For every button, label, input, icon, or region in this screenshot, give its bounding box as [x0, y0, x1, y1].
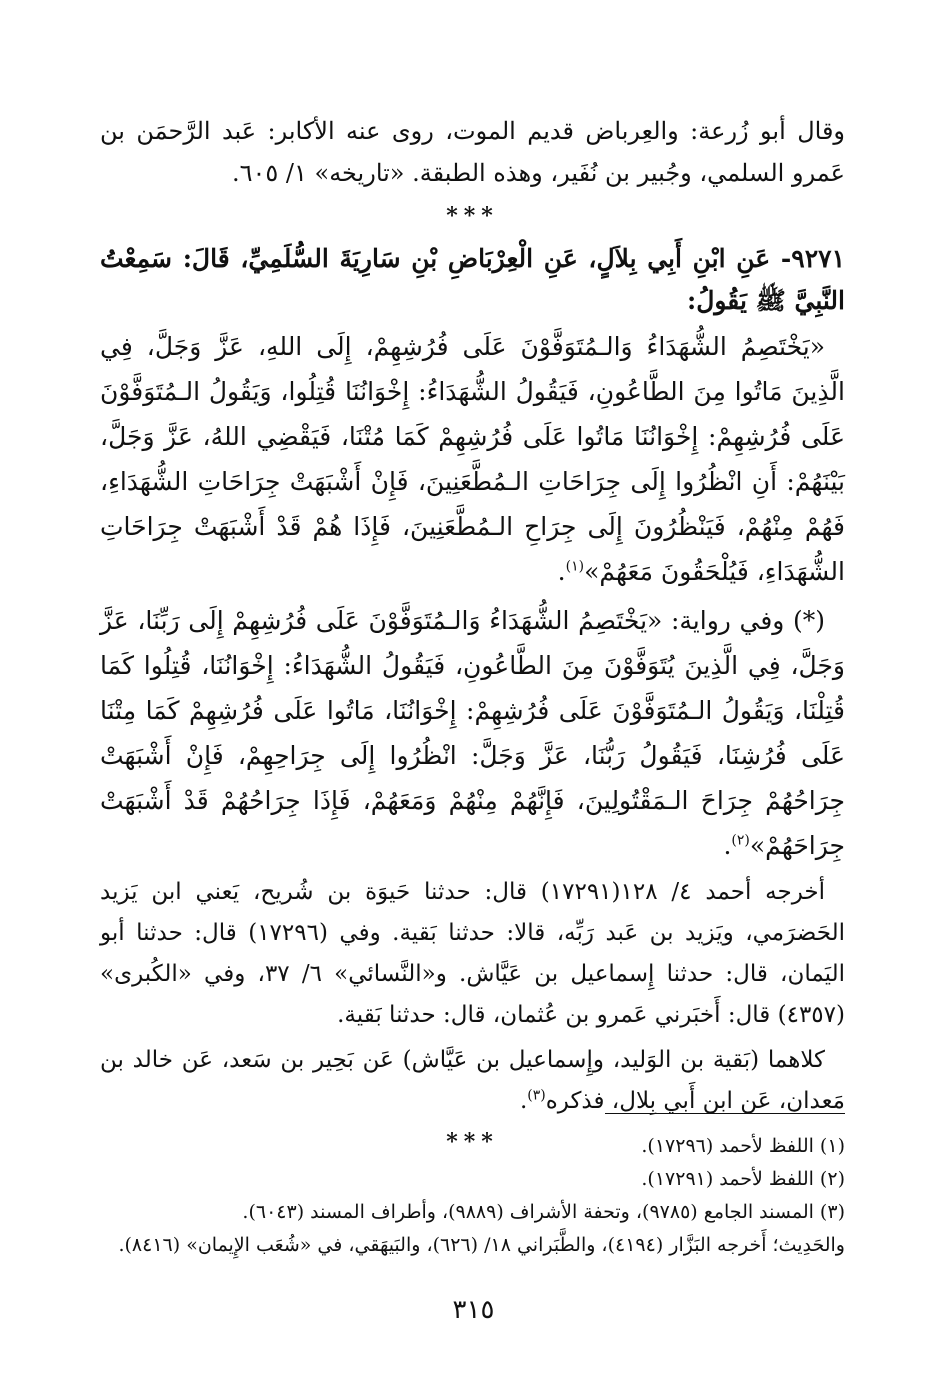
footnote-ref-3: (٣) [527, 1087, 546, 1104]
takhrij-paragraph-2-text: كلاهما (بَقية بن الوَليد، وإِسماعيل بن عَيَّاش) عَن بَحِير بن سَعد، عَن خالد بن مَعدان، عَن ابن أَبي بِلال، فذكره [100, 1047, 845, 1114]
section-separator-bottom: *** [446, 1129, 499, 1155]
hadith-matn-2-text: (*) وفي رواية: «يَخْتَصِمُ الشُّهَدَاءُ وَالـمُتَوَفَّوْنَ عَلَى فُرُشِهِمْ إِلَى رَبِّنَا، عَزَّ وَجَلَّ، فِي الَّذِينَ يُتَوَفَّوْنَ مِنَ الطَّاعُونِ، فَيَقُولُ الشُّهَدَاءُ: إِخْوَانُنَا، قُتِلُوا كَمَا قُتِلْنَا، وَيَقُولُ الـمُتَوَفَّوْنَ عَلَى فُرُشِهِمْ: إِخْوَانُنَا، مَاتُوا عَلَى فُرُشِهِمْ كَمَا مِتْنَا عَلَى فُرُشِنَا، فَيَقُولُ رَبُّنَا، عَزَّ وَجَلَّ: انْظُرُوا إِلَى جِرَاحِهِمْ، فَإِنْ أَشْبَهَتْ جِرَاحُهُمْ جِرَاحَ الـمَقْتُولِينَ، فَإِنَّهُمْ مِنْهُمْ وَمَعَهُمْ، فَإِذَا جِرَاحُهُمْ قَدْ أَشْبَهَتْ جِرَاحَهُمْ» [100, 606, 845, 860]
section-separator-top: *** [446, 203, 499, 229]
hadith-header: ٩٢٧١- عَنِ ابْنِ أَبِي بِلاَلٍ، عَنِ الْعِرْبَاضِ بْنِ سَارِيَةَ السُّلَمِيِّ، قَالَ: سَمِعْتُ النَّبِيَّ ﷺ يَقُولُ: [100, 244, 845, 315]
hadith-matn-2: (*) وفي رواية: «يَخْتَصِمُ الشُّهَدَاءُ وَالـمُتَوَفَّوْنَ عَلَى فُرُشِهِمْ إِلَى رَبِّنَا، عَزَّ وَجَلَّ، فِي الَّذِينَ يُتَوَفَّوْنَ مِنَ الطَّاعُونِ، فَيَقُولُ الشُّهَدَاءُ: إِخْوَانُنَا، قُتِلُوا كَمَا قُتِلْنَا، وَيَقُولُ الـمُتَوَفَّوْنَ عَلَى فُرُشِهِمْ: إِخْوَانُنَا، مَاتُوا عَلَى فُرُشِهِمْ كَمَا مِتْنَا عَلَى فُرُشِنَا، فَيَقُولُ رَبُّنَا، عَزَّ وَجَلَّ: انْظُرُوا إِلَى جِرَاحِهِمْ، فَإِنْ أَشْبَهَتْ جِرَاحُهُمْ جِرَاحَ الـمَقْتُولِينَ، فَإِنَّهُمْ مِنْهُمْ وَمَعَهُمْ، فَإِذَا جِرَاحُهُمْ قَدْ أَشْبَهَتْ جِرَاحَهُمْ»$^{(٢)}$. [100, 606, 845, 860]
footnote-3: (٣) المسند الجامع (٩٧٨٥)، وتحفة الأشراف (٩٨٨٩)، وأطراف المسند (٦٠٤٣). [242, 1201, 845, 1223]
takhrij-paragraph-2: كلاهما (بَقية بن الوَليد، وإِسماعيل بن عَيَّاش) عَن بَحِير بن سَعد، عَن خالد بن مَعدان، عَن ابن أَبي بِلال، فذكره$^{(٣)}$. [100, 1047, 845, 1114]
hadith-matn-1-text: «يَخْتَصِمُ الشُّهَدَاءُ وَالـمُتَوَفَّوْنَ عَلَى فُرُشِهِمْ، إِلَى اللهِ، عَزَّ وَجَلَّ، فِي الَّذِينَ مَاتُوا مِنَ الطَّاعُونِ، فَيَقُولُ الشُّهَدَاءُ: إِخْوَانُنَا قُتِلُوا، وَيَقُولُ الـمُتَوَفَّوْنَ عَلَى فُرُشِهِمْ: إِخْوَانُنَا مَاتُوا عَلَى فُرُشِهِمْ كَمَا مُتْنَا، فَيَقْضِي اللهُ، عَزَّ وَجَلَّ، بَيْنَهُمْ: أَنِ انْظُرُوا إِلَى جِرَاحَاتِ الـمُطَّعَنِينَ، فَإِنْ أَشْبَهَتْ جِرَاحَاتِ الشُّهَدَاءِ، فَهُمْ مِنْهُمْ، فَيَنْظُرُونَ إِلَى جِرَاحِ الـمُطَّعَنِينَ، فَإِذَا هُمْ قَدْ أَشْبَهَتْ جِرَاحَاتِ الشُّهَدَاءِ، فَيُلْحَقُونَ مَعَهُمْ» [100, 332, 845, 586]
footnote-ref-2: (٢) [731, 832, 750, 849]
page-number: ٣١٥ [452, 1295, 495, 1325]
hadith-matn-1: «يَخْتَصِمُ الشُّهَدَاءُ وَالـمُتَوَفَّوْنَ عَلَى فُرُشِهِمْ، إِلَى اللهِ، عَزَّ وَجَلَّ، فِي الَّذِينَ مَاتُوا مِنَ الطَّاعُونِ، فَيَقُولُ الشُّهَدَاءُ: إِخْوَانُنَا قُتِلُوا، وَيَقُولُ الـمُتَوَفَّوْنَ عَلَى فُرُشِهِمْ: إِخْوَانُنَا مَاتُوا عَلَى فُرُشِهِمْ كَمَا مُتْنَا، فَيَقْضِي اللهُ، عَزَّ وَجَلَّ، بَيْنَهُمْ: أَنِ انْظُرُوا إِلَى جِرَاحَاتِ الـمُطَّعَنِينَ، فَإِنْ أَشْبَهَتْ جِرَاحَاتِ الشُّهَدَاءِ، فَهُمْ مِنْهُمْ، فَيَنْظُرُونَ إِلَى جِرَاحِ الـمُطَّعَنِينَ، فَإِذَا هُمْ قَدْ أَشْبَهَتْ جِرَاحَاتِ الشُّهَدَاءِ، فَيُلْحَقُونَ مَعَهُمْ»$^{(١)}$. [100, 332, 845, 586]
footnotes [100, 1130, 845, 1262]
footnote-1: (١) اللفظ لأحمد (١٧٢٩٦). [641, 1135, 845, 1157]
footnote-ref-1: (١) [565, 558, 585, 575]
intro-paragraph: وقال أبو زُرعة: والعِرباض قديم الموت، روى عنه الأكابر: عَبد الرَّحمَن بن عَمرو السلمي، وجُبير بن نُفَير، وهذه الطبقة. «تاريخه» ١/ ٦٠٥. [100, 117, 845, 187]
page-body [100, 110, 845, 1164]
footnote-divider [605, 1113, 845, 1114]
footnote-3-continuation: والحَدِيث؛ أَخرجه البَزَّار (٤١٩٤)، والطَّبَراني ١٨/ (٦٢٦)، والبَيهَقي، في «شُعَب الإِيمان» (٨٤١٦). [118, 1234, 845, 1256]
footnote-2: (٢) اللفظ لأحمد (١٧٢٩١). [641, 1168, 845, 1190]
takhrij-paragraph-1: أخرجه أحمد ٤/ ١٢٨(١٧٢٩١) قال: حدثنا حَيوَة بن شُريح، يَعني ابن يَزيد الحَضرَمي، ويَزيد بن عَبد رَبِّه، قالا: حدثنا بَقية. وفي (١٧٢٩٦) قال: حدثنا أبو اليَمان، قال: حدثنا إِسماعيل بن عَيَّاش. و«النَّسائي» ٦/ ٣٧، وفي «الكُبرى» (٤٣٥٧) قال: أَخبَرني عَمرو بن عُثمان، قال: حدثنا بَقية. [100, 879, 845, 1028]
